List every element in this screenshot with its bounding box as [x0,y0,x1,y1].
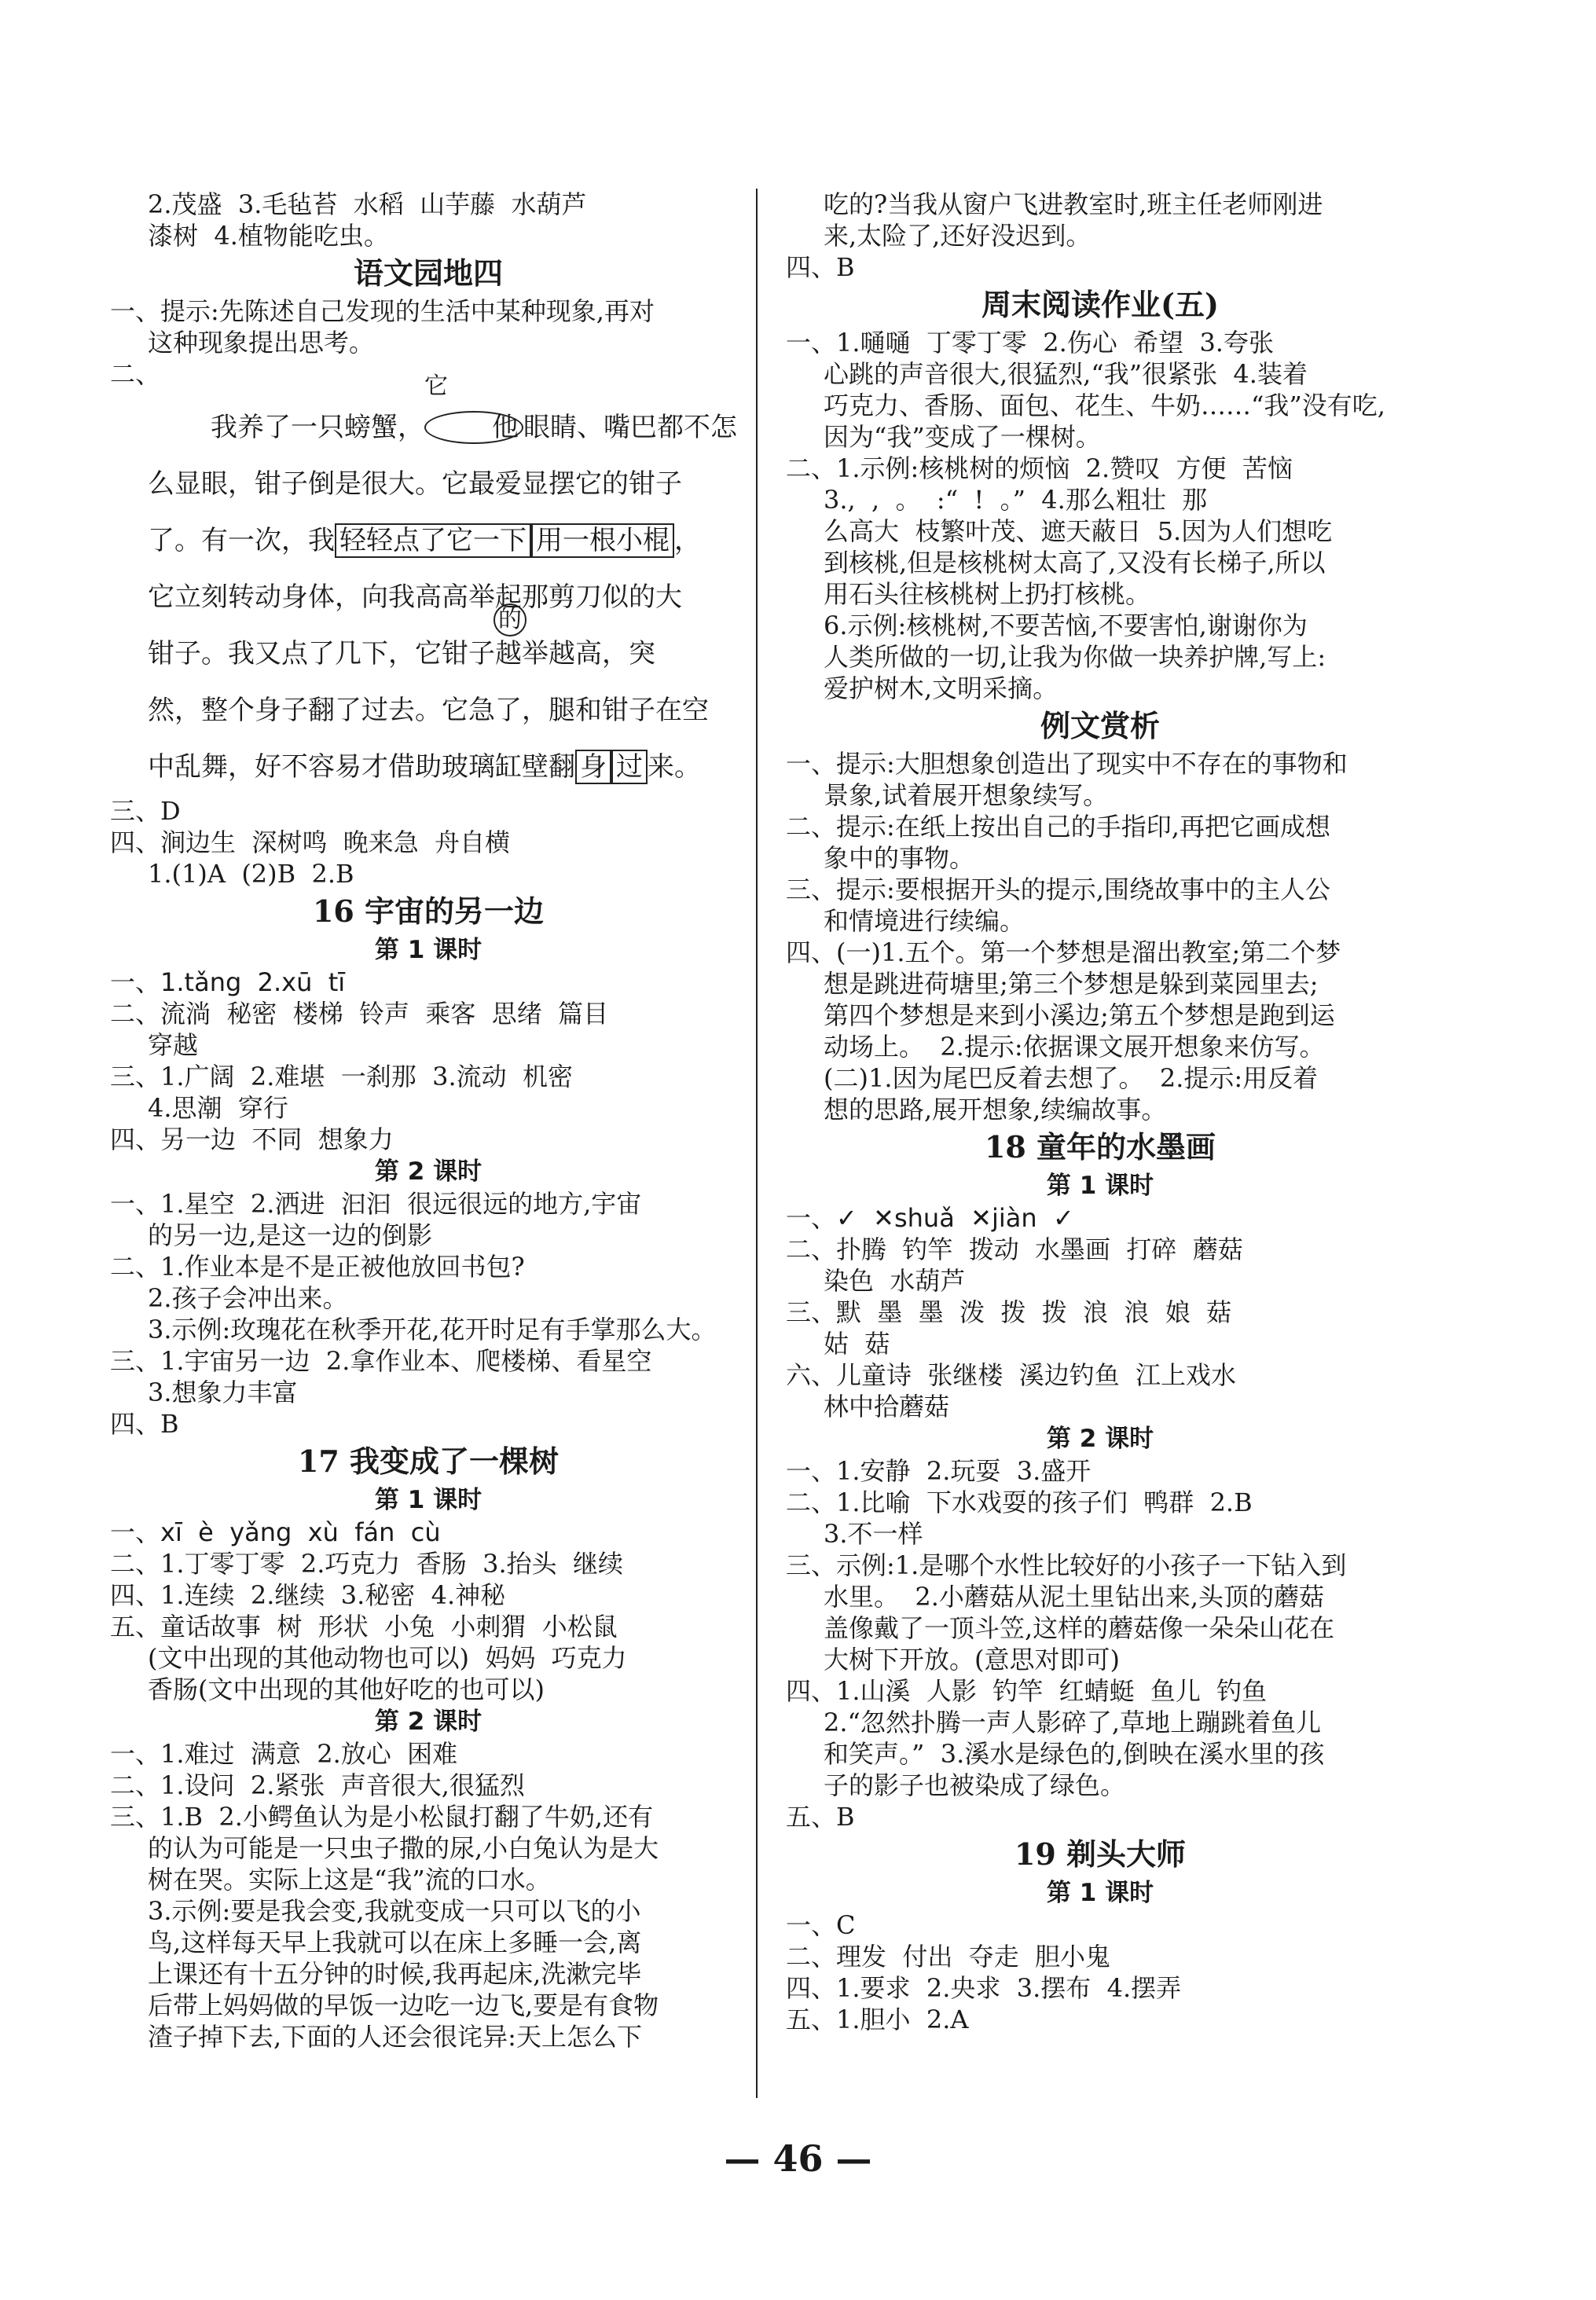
answer-line: 动场上。 2.提示:依据课文展开想象来仿写。 [824,1032,1325,1062]
section-title-yuwen-yuandi: 语文园地四 [353,255,503,291]
answer-line: 二、扑腾 钓竿 拨动 水墨画 打碎 蘑菇 [786,1234,1243,1264]
answer-line: 一、C [786,1910,856,1940]
answer-line: 染色 水葫芦 [824,1266,966,1296]
answer-line: 象中的事物。 [824,843,975,873]
answer-line: 来,太险了,还好没迟到。 [824,221,1092,251]
answer-line: 3., , 。 :“ ! 。” 4.那么粗壮 那 [824,485,1208,515]
answer-line: 二、1.设问 2.紧张 声音很大,很猛烈 [110,1770,525,1800]
section-title-weekend-reading: 周末阅读作业(五) [981,287,1219,322]
answer-line: 6.示例:核桃树,不要苦恼,不要害怕,谢谢你为 [824,611,1308,640]
passage-text: 了。有一次，我 [148,525,335,556]
answer-line: 三、1.宇宙另一边 2.拿作业本、爬楼梯、看星空 [110,1346,652,1376]
answer-line: 大树下开放。(意思对即可) [824,1645,1120,1675]
answer-line: 树在哭。实际上这是“我”流的口水。 [148,1865,551,1895]
answer-line: 四、(一)1.五个。第一个梦想是溜出教室;第二个梦 [786,937,1341,967]
answer-line: 第四个梦想是来到小溪边;第五个梦想是跑到运 [824,1000,1335,1030]
boxed-text: 身 [575,750,611,784]
answer-line: 香肠(文中出现的其他好吃的也可以) [148,1675,545,1704]
insertion-mark: 它 [424,372,448,400]
boxed-text: 轻轻点了它一下 [335,523,531,558]
answer-line: 4.思潮 穿行 [148,1093,288,1123]
answer-line: 一、1.嗵嗵 丁零丁零 2.伤心 希望 3.夸张 [786,328,1274,358]
passage-line: 钳子。我又点了几下，它钳子越举越高，突 [148,638,655,669]
answer-line: 四、B [786,252,855,282]
answer-line: 3.示例:要是我会变,我就变成一只可以飞的小 [148,1896,641,1926]
answer-line: 一、1.tǎng 2.xū tī [110,967,346,997]
answer-line: 么高大 枝繁叶茂、遮天蔽日 5.因为人们想吃 [824,516,1333,546]
answer-line: 心跳的声音很大,很猛烈,“我”很紧张 4.装着 [824,359,1308,389]
answer-line: 一、1.难过 满意 2.放心 困难 [110,1739,458,1769]
answer-line: 四、1.要求 2.央求 3.摆布 4.摆弄 [786,1973,1182,2003]
page-number: — 46 — [724,2137,872,2180]
answer-line: 二、提示:在纸上按出自己的手指印,再把它画成想 [786,812,1330,842]
answer-line: 渣子掉下去,下面的人还会很诧异:天上怎么下 [148,2022,642,2052]
answer-line: 四、另一边 不同 想象力 [110,1124,394,1154]
lesson-period-heading: 第 2 课时 [1046,1425,1154,1453]
answer-line: 三、示例:1.是哪个水性比较好的小孩子一下钻入到 [786,1550,1347,1580]
lesson-period-heading: 第 1 课时 [374,936,482,964]
answer-line: 2.孩子会冲出来。 [148,1283,348,1313]
answer-line: 的另一边,是这一边的倒影 [148,1220,433,1250]
answer-line: (文中出现的其他动物也可以) 妈妈 巧克力 [148,1643,627,1673]
answer-line: 的认为可能是一只虫子撒的尿,小白兔认为是大 [148,1833,659,1863]
answer-line: 四、1.连续 2.继续 3.秘密 4.神秘 [110,1580,506,1610]
right-column [786,189,1414,2035]
answer-line: 因为“我”变成了一棵树。 [824,422,1101,452]
answer-line: 二、1.作业本是不是正被他放回书包? [110,1252,525,1282]
answer-line: 爱护树木,文明采摘。 [824,673,1058,703]
answer-line: 盖像戴了一顶斗笠,这样的蘑菇像一朵朵山花在 [824,1613,1335,1643]
passage-text: 中乱舞，好不容易才借助玻璃缸壁翻 [148,751,575,783]
answer-line: 二、理发 付出 夺走 胆小鬼 [786,1942,1111,1972]
answer-line: 2.“忽然扑腾一声人影碎了,草地上蹦跳着鱼儿 [824,1708,1322,1737]
answer-line: 上课还有十五分钟的时候,我再起床,洗漱完毕 [148,1959,642,1989]
answer-line: 五、B [786,1802,855,1832]
lesson-period-heading: 第 2 课时 [374,1157,482,1186]
answer-line: 二、1.丁零丁零 2.巧克力 香肠 3.抬头 继续 [110,1549,623,1579]
answer-line: 五、童话故事 树 形状 小兔 小刺猬 小松鼠 [110,1612,618,1642]
answer-line: 二、 [110,359,161,389]
answer-line: 三、默 墨 墨 泼 拨 拨 浪 浪 娘 菇 [786,1297,1232,1327]
answer-line: 到核桃,但是核桃树太高了,又没有长梯子,所以 [824,548,1326,578]
lesson-title-17: 17 我变成了一棵树 [297,1443,560,1479]
answer-line: 3.想象力丰富 [148,1377,298,1407]
passage-line [110,512,747,569]
answer-line: 一、提示:大胆想象创造出了现实中不存在的事物和 [786,749,1348,779]
answer-line: 五、1.胆小 2.A [786,2005,969,2034]
answer-line: 二、流淌 秘密 楼梯 铃声 乘客 思绪 篇目 [110,999,609,1029]
answer-line: 三、提示:要根据开头的提示,围绕故事中的主人公 [786,875,1330,904]
answer-line: 一、提示:先陈述自己发现的生活中某种现象,再对 [110,296,655,326]
answer-line: 四、1.山溪 人影 钓竿 红蜻蜓 鱼儿 钓鱼 [786,1676,1268,1706]
left-column [110,189,747,2052]
answer-line: 想是跳进荷塘里;第三个梦想是躲到菜园里去; [824,969,1319,999]
answer-line: 后带上妈妈做的早饭一边吃一边飞,要是有食物 [148,1990,659,2020]
answer-line: 四、涧边生 深树鸣 晚来急 舟自横 [110,827,511,857]
answer-line: 一、1.星空 2.洒进 汩汩 很远很远的地方,宇宙 [110,1189,642,1219]
passage-line: 然，整个身子翻了过去。它急了，腿和钳子在空 [148,695,709,726]
answer-line: 二、1.比喻 下水戏耍的孩子们 鸭群 2.B [786,1487,1253,1517]
answer-line: 和情境进行续编。 [824,906,1025,936]
lesson-period-heading: 第 1 课时 [1046,1172,1154,1200]
answer-line: 1.(1)A (2)B 2.B [148,859,354,889]
passage-text: 眼睛、嘴巴都不怎 [523,412,737,443]
answer-line: 六、儿童诗 张继楼 溪边钓鱼 江上戏水 [786,1360,1237,1390]
answer-line: 林中拾蘑菇 [824,1392,950,1421]
lesson-title-19: 19 剃头大师 [1014,1836,1187,1872]
column-divider [756,189,758,2098]
boxed-text: 过 [611,750,648,784]
answer-line: 二、1.示例:核桃树的烦恼 2.赞叹 方便 苦恼 [786,453,1293,483]
insertion-circle: 的 [493,603,526,636]
answer-line: 用石头往核桃树上扔打核桃。 [824,579,1151,609]
passage-line: 它立刻转动身体，向我高高举起那剪刀似的大 [148,581,682,613]
handwritten-revision-passage [110,372,747,795]
answer-line: 人类所做的一切,让我为你做一块养护牌,写上: [824,642,1326,672]
answer-line: 漆树 4.植物能吃虫。 [148,221,389,251]
answer-line: 穿越 [148,1030,199,1060]
answer-line: 3.不一样 [824,1519,923,1549]
answer-line: 三、1.广阔 2.难堪 一刹那 3.流动 机密 [110,1062,573,1091]
answer-line: 子的影子也被染成了绿色。 [824,1770,1126,1800]
circled-correction: 他 [424,411,523,444]
answer-line: 一、xī è yǎng xù fán cù [110,1517,441,1547]
answer-line: 景象,试着展开想象续写。 [824,780,1109,810]
answer-line: 三、1.B 2.小鳄鱼认为是小松鼠打翻了牛奶,还有 [110,1802,654,1832]
passage-line [110,399,747,456]
boxed-text: 用一根小棍 [531,523,674,558]
passage-line [110,739,747,795]
answer-line: 水里。 2.小蘑菇从泥土里钻出来,头顶的蘑菇 [824,1582,1325,1612]
answer-line: 一、1.安静 2.玩耍 3.盛开 [786,1456,1092,1486]
answer-line: 和笑声。” 3.溪水是绿色的,倒映在溪水里的孩 [824,1739,1325,1769]
answer-line: 一、✓ ✕shuǎ ✕jiàn ✓ [786,1203,1074,1233]
answer-line: (二)1.因为尾巴反着去想了。 2.提示:用反着 [824,1063,1319,1093]
lesson-period-heading: 第 2 课时 [374,1708,482,1736]
answer-line: 鸟,这样每天早上我就可以在床上多睡一会,离 [148,1928,642,1957]
lesson-title-18: 18 童年的水墨画 [984,1129,1216,1165]
answer-line: 2.茂盛 3.毛毡苔 水稻 山芋藤 水葫芦 [148,189,587,219]
passage-text: 我养了一只螃蟹， [211,412,424,443]
passage-line: 么显眼，钳子倒是很大。它最爱显摆它的钳子 [148,468,682,500]
lesson-period-heading: 第 1 课时 [1046,1879,1154,1907]
answer-line: 吃的?当我从窗户飞进教室时,班主任老师刚进 [824,189,1323,219]
answer-line: 想的思路,展开想象,续编故事。 [824,1095,1167,1124]
lesson-title-16: 16 宇宙的另一边 [312,893,545,929]
answer-line: 这种现象提出思考。 [148,328,375,358]
section-title-example-essays: 例文赏析 [1040,708,1160,743]
answer-line: 四、B [110,1409,179,1439]
passage-text: 来。 [648,751,701,783]
answer-line: 3.示例:玫瑰花在秋季开花,花开时足有手掌那么大。 [148,1315,717,1344]
answer-line: 三、D [110,796,181,826]
answer-line: 巧克力、香肠、面包、花生、牛奶……“我”没有吃, [824,391,1385,420]
passage-text: ， [674,525,701,556]
answer-line: 姑 菇 [824,1329,890,1359]
lesson-period-heading: 第 1 课时 [374,1486,482,1514]
